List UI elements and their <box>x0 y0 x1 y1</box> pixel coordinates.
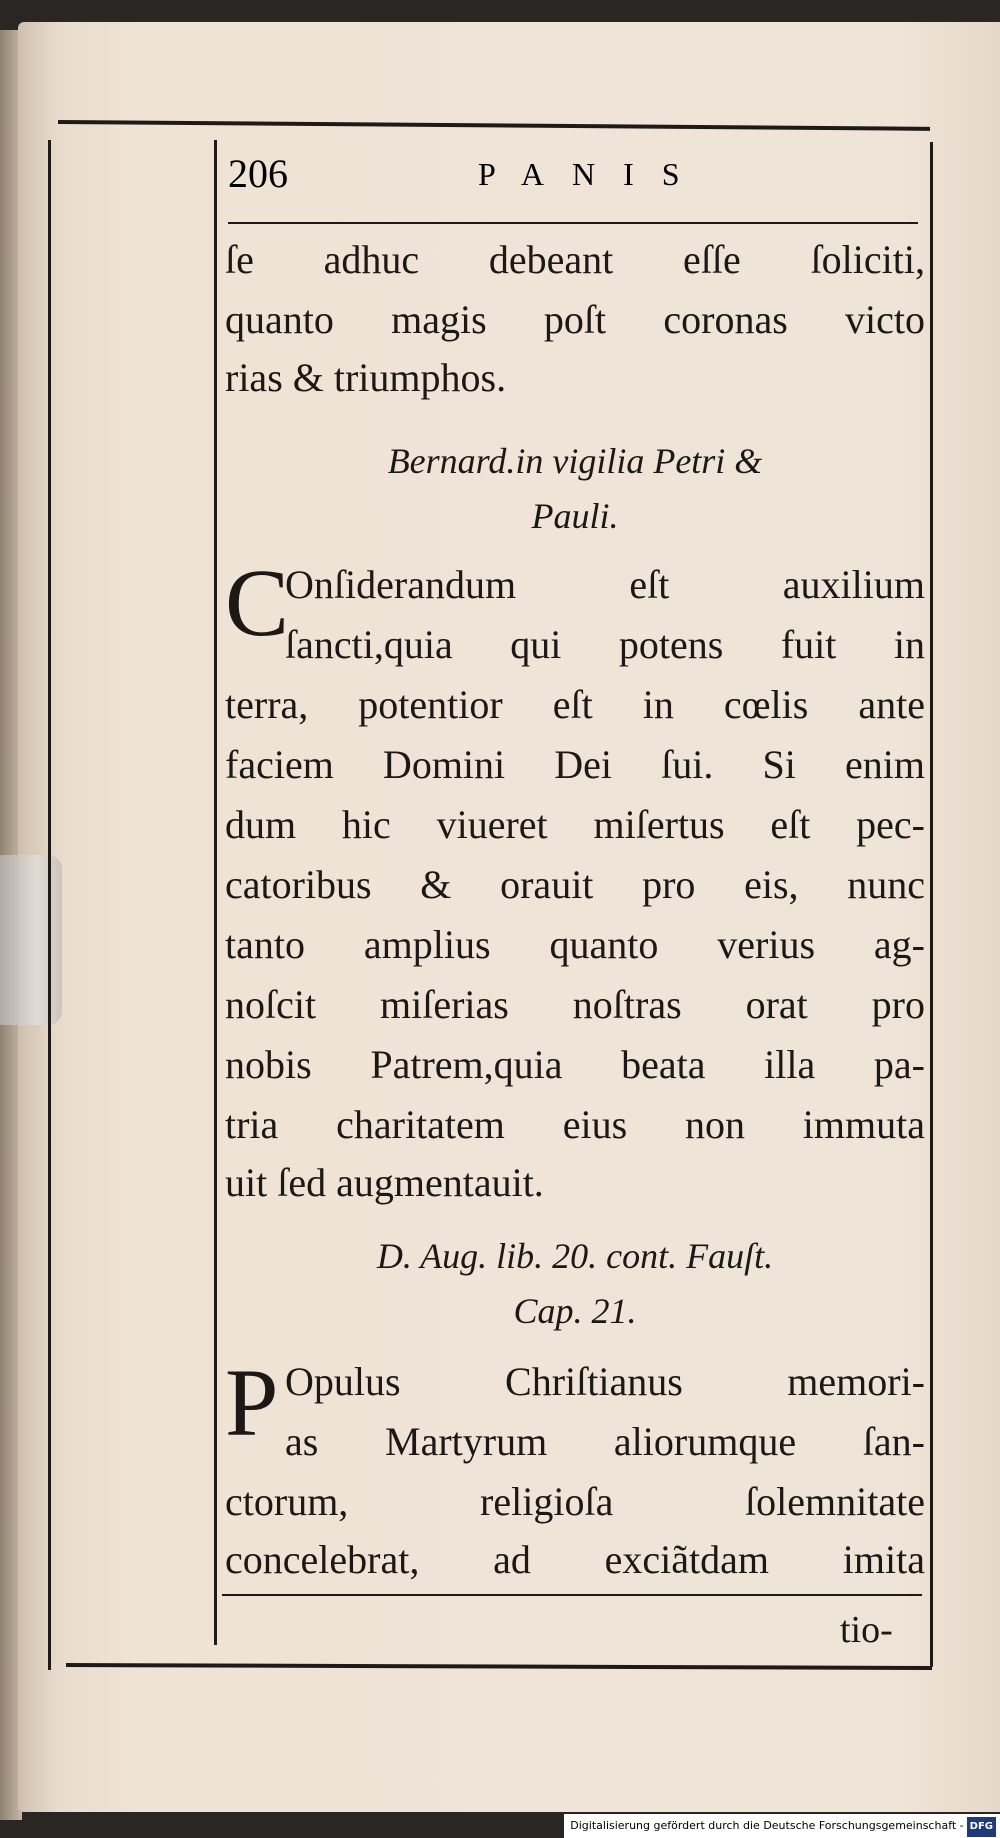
header-rule <box>228 222 918 224</box>
text-line: tria charitatem eius non immuta <box>225 1102 925 1147</box>
drop-cap: C <box>225 549 290 656</box>
text-line: noſcit miſerias noſtras orat pro <box>225 982 925 1027</box>
margin-rule <box>214 140 217 1645</box>
footer-rule <box>222 1594 922 1596</box>
text-line: Onſiderandum eſt auxilium <box>285 562 925 607</box>
dfg-logo: DFG <box>967 1817 996 1837</box>
frame-right-rule <box>930 142 933 1667</box>
citation-line: Pauli. <box>531 496 619 536</box>
citation-line: Bernard.in vigilia Petri & <box>387 441 763 481</box>
citation-line: D. Aug. lib. 20. cont. Fauſt. <box>376 1236 774 1276</box>
text-line: uit ſed augmentauit. <box>225 1160 544 1205</box>
text-line: ſe adhuc debeant eſſe ſoliciti, <box>225 237 925 282</box>
text-line: faciem Domini Dei ſui. Si enim <box>225 742 925 787</box>
drop-cap: P <box>225 1349 279 1456</box>
credit-text: Digitalisierung gefördert durch die Deutsche Forschungsgemeinschaft - <box>570 1819 964 1832</box>
text-line: ſancti,quia qui potens fuit in <box>285 622 925 667</box>
text-line: as Martyrum aliorumque ſan- <box>285 1419 925 1464</box>
running-title: PANIS <box>478 156 708 192</box>
text-line: terra, potentior eſt in cœlis ante <box>225 682 925 727</box>
text-line: concelebrat, ad exciãtdam imita <box>225 1537 925 1582</box>
catchword: tio- <box>840 1609 893 1651</box>
citation-line: Cap. 21. <box>513 1291 637 1331</box>
digitization-credit <box>564 1814 1000 1838</box>
text-line: catoribus & orauit pro eis, nunc <box>225 862 925 907</box>
frame-left-rule <box>48 140 51 1670</box>
text-line: tanto amplius quanto verius ag- <box>225 922 925 967</box>
page-clip <box>0 855 62 1025</box>
text-line: rias & triumphos. <box>225 355 507 400</box>
text-line: nobis Patrem,quia beata illa pa- <box>225 1042 925 1087</box>
page-header <box>228 150 928 210</box>
page-number: 206 <box>228 151 288 196</box>
text-line: Opulus Chriſtianus memori- <box>285 1359 925 1404</box>
text-line: dum hic viueret miſertus eſt pec- <box>225 802 925 847</box>
text-line: quanto magis poſt coronas victo <box>225 297 925 342</box>
text-line: ctorum, religioſa ſolemnitate <box>225 1479 925 1524</box>
